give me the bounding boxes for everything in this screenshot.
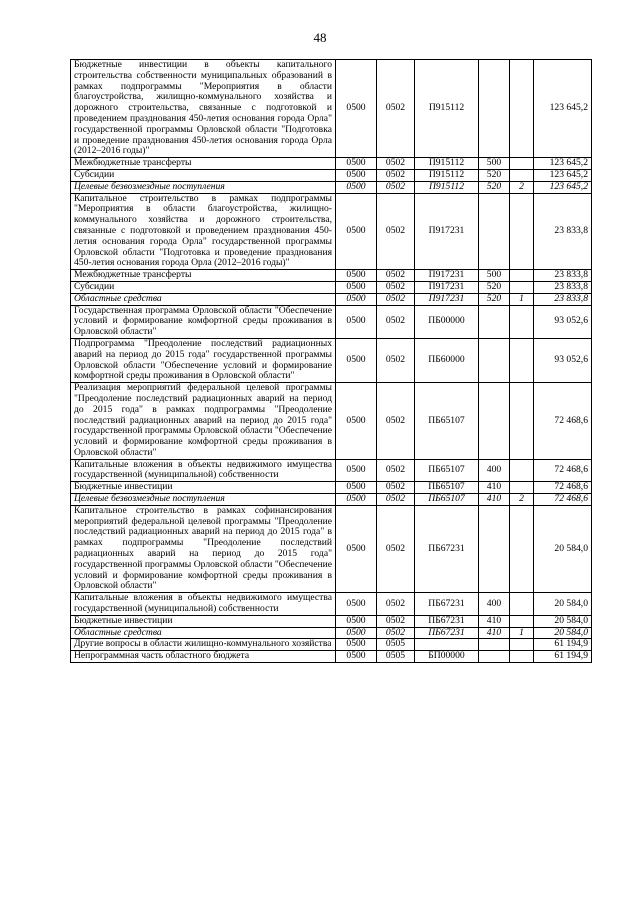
expense-type-code-cell: 410 — [479, 615, 510, 627]
item-name-cell: Бюджетные инвестиции — [71, 615, 336, 627]
item-name-cell: Областные средства — [71, 293, 336, 305]
item-name-cell: Целевые безвозмездные поступления — [71, 494, 336, 506]
section-code-cell: 0500 — [336, 505, 377, 592]
amount-cell: 123 645,2 — [534, 169, 592, 181]
target-article-code-cell: П915112 — [415, 158, 479, 170]
expense-type-code-cell — [479, 338, 510, 382]
funding-source-code-cell — [510, 482, 534, 494]
expense-type-code-cell — [479, 383, 510, 460]
funding-source-code-cell: 1 — [510, 627, 534, 639]
table-row — [71, 293, 592, 305]
amount-cell: 123 645,2 — [534, 158, 592, 170]
target-article-code-cell: П915112 — [415, 169, 479, 181]
section-code-cell: 0500 — [336, 383, 377, 460]
subsection-code-cell: 0505 — [377, 651, 415, 663]
target-article-code-cell: ПБ65107 — [415, 482, 479, 494]
subsection-code-cell: 0502 — [377, 593, 415, 616]
target-article-code-cell: ПБ60000 — [415, 338, 479, 382]
funding-source-code-cell — [510, 338, 534, 382]
amount-cell: 72 468,6 — [534, 383, 592, 460]
expense-type-code-cell — [479, 651, 510, 663]
section-code-cell: 0500 — [336, 615, 377, 627]
item-name-cell: Межбюджетные трансферты — [71, 270, 336, 282]
subsection-code-cell: 0502 — [377, 459, 415, 482]
target-article-code-cell: ПБ67231 — [415, 505, 479, 592]
expense-type-code-cell: 520 — [479, 181, 510, 193]
budget-table — [70, 59, 592, 663]
item-name-cell: Непрограммная часть областного бюджета — [71, 651, 336, 663]
target-article-code-cell: П917231 — [415, 281, 479, 293]
budget-table-body — [71, 60, 592, 663]
section-code-cell: 0500 — [336, 169, 377, 181]
funding-source-code-cell — [510, 193, 534, 270]
section-code-cell: 0500 — [336, 305, 377, 338]
table-row — [71, 158, 592, 170]
item-name-cell: Межбюджетные трансферты — [71, 158, 336, 170]
amount-cell: 23 833,8 — [534, 293, 592, 305]
section-code-cell: 0500 — [336, 459, 377, 482]
item-name-cell: Капитальное строительство в рамках софинансирования мероприятий федеральной целевой программы "Преодоление последствий радиационных аварий на период до 2015 года" в рамках подпрограммы "Преодоление последствий радиационных аварий на период до 2015 года" государственной программы Орловской области "Обеспечение условий и формирование комфортной среды проживания в Орловской области" — [71, 505, 336, 592]
target-article-code-cell: П917231 — [415, 193, 479, 270]
amount-cell: 72 468,6 — [534, 482, 592, 494]
funding-source-code-cell — [510, 639, 534, 651]
target-article-code-cell: ПБ00000 — [415, 305, 479, 338]
target-article-code-cell: ПБ67231 — [415, 593, 479, 616]
item-name-cell: Областные средства — [71, 627, 336, 639]
item-name-cell: Другие вопросы в области жилищно-коммунального хозяйства — [71, 639, 336, 651]
target-article-code-cell — [415, 639, 479, 651]
amount-cell: 123 645,2 — [534, 181, 592, 193]
expense-type-code-cell: 400 — [479, 459, 510, 482]
section-code-cell: 0500 — [336, 158, 377, 170]
amount-cell: 20 584,0 — [534, 615, 592, 627]
section-code-cell: 0500 — [336, 639, 377, 651]
amount-cell: 23 833,8 — [534, 270, 592, 282]
table-row — [71, 338, 592, 382]
section-code-cell: 0500 — [336, 281, 377, 293]
target-article-code-cell: ПБ65107 — [415, 494, 479, 506]
amount-cell: 72 468,6 — [534, 494, 592, 506]
table-row — [71, 281, 592, 293]
expense-type-code-cell: 410 — [479, 627, 510, 639]
section-code-cell: 0500 — [336, 651, 377, 663]
amount-cell: 23 833,8 — [534, 193, 592, 270]
target-article-code-cell: П917231 — [415, 293, 479, 305]
item-name-cell: Капитальное строительство в рамках подпрограммы "Мероприятия в области благоустройства, жилищно-коммунального хозяйства и дорожного строительства, связанные с подготовкой и проведением празднования 450-летия основания города Орла" государственной программы Орловской области "Подготовка и проведение празднования 450-летия основания города Орла (2012–2016 годы)" — [71, 193, 336, 270]
table-row — [71, 639, 592, 651]
target-article-code-cell: ПБ65107 — [415, 459, 479, 482]
funding-source-code-cell — [510, 383, 534, 460]
funding-source-code-cell — [510, 615, 534, 627]
target-article-code-cell: П917231 — [415, 270, 479, 282]
target-article-code-cell: П915112 — [415, 181, 479, 193]
subsection-code-cell: 0502 — [377, 158, 415, 170]
expense-type-code-cell: 410 — [479, 482, 510, 494]
item-name-cell: Капитальные вложения в объекты недвижимого имущества государственной (муниципальной) собственности — [71, 459, 336, 482]
section-code-cell: 0500 — [336, 494, 377, 506]
subsection-code-cell: 0502 — [377, 181, 415, 193]
subsection-code-cell: 0502 — [377, 193, 415, 270]
expense-type-code-cell — [479, 305, 510, 338]
funding-source-code-cell — [510, 459, 534, 482]
expense-type-code-cell: 410 — [479, 494, 510, 506]
subsection-code-cell: 0502 — [377, 615, 415, 627]
target-article-code-cell: ПБ67231 — [415, 615, 479, 627]
section-code-cell: 0500 — [336, 181, 377, 193]
funding-source-code-cell — [510, 158, 534, 170]
table-row — [71, 627, 592, 639]
subsection-code-cell: 0502 — [377, 482, 415, 494]
section-code-cell: 0500 — [336, 60, 377, 158]
table-row — [71, 505, 592, 592]
expense-type-code-cell — [479, 193, 510, 270]
amount-cell: 72 468,6 — [534, 459, 592, 482]
table-row — [71, 383, 592, 460]
funding-source-code-cell — [510, 60, 534, 158]
subsection-code-cell: 0505 — [377, 639, 415, 651]
funding-source-code-cell — [510, 593, 534, 616]
funding-source-code-cell — [510, 169, 534, 181]
table-row — [71, 169, 592, 181]
amount-cell: 20 584,0 — [534, 627, 592, 639]
amount-cell: 93 052,6 — [534, 338, 592, 382]
amount-cell: 93 052,6 — [534, 305, 592, 338]
expense-type-code-cell: 520 — [479, 169, 510, 181]
expense-type-code-cell: 500 — [479, 270, 510, 282]
target-article-code-cell: ПБ67231 — [415, 627, 479, 639]
section-code-cell: 0500 — [336, 338, 377, 382]
expense-type-code-cell: 520 — [479, 281, 510, 293]
subsection-code-cell: 0502 — [377, 383, 415, 460]
subsection-code-cell: 0502 — [377, 305, 415, 338]
table-row — [71, 615, 592, 627]
item-name-cell: Реализация мероприятий федеральной целевой программы "Преодоление последствий радиационных аварий на период до 2015 года" в рамках подпрограммы "Преодоление последствий радиационных аварий на период до 2015 года" государственной программы Орловской области "Обеспечение условий и формирование комфортной среды проживания в Орловской области" — [71, 383, 336, 460]
section-code-cell: 0500 — [336, 270, 377, 282]
amount-cell: 61 194,9 — [534, 651, 592, 663]
expense-type-code-cell: 520 — [479, 293, 510, 305]
expense-type-code-cell: 500 — [479, 158, 510, 170]
funding-source-code-cell — [510, 305, 534, 338]
table-row — [71, 193, 592, 270]
section-code-cell: 0500 — [336, 293, 377, 305]
table-row — [71, 305, 592, 338]
item-name-cell: Бюджетные инвестиции — [71, 482, 336, 494]
amount-cell: 23 833,8 — [534, 281, 592, 293]
funding-source-code-cell — [510, 651, 534, 663]
subsection-code-cell: 0502 — [377, 169, 415, 181]
target-article-code-cell: БП00000 — [415, 651, 479, 663]
subsection-code-cell: 0502 — [377, 494, 415, 506]
subsection-code-cell: 0502 — [377, 270, 415, 282]
item-name-cell: Государственная программа Орловской области "Обеспечение условий и формирование комфортной среды проживания в Орловской области" — [71, 305, 336, 338]
expense-type-code-cell — [479, 505, 510, 592]
table-row — [71, 593, 592, 616]
subsection-code-cell: 0502 — [377, 338, 415, 382]
subsection-code-cell: 0502 — [377, 293, 415, 305]
funding-source-code-cell — [510, 281, 534, 293]
item-name-cell: Субсидии — [71, 169, 336, 181]
table-row — [71, 181, 592, 193]
table-row — [71, 482, 592, 494]
subsection-code-cell: 0502 — [377, 281, 415, 293]
expense-type-code-cell: 400 — [479, 593, 510, 616]
funding-source-code-cell — [510, 270, 534, 282]
funding-source-code-cell: 2 — [510, 494, 534, 506]
amount-cell: 20 584,0 — [534, 505, 592, 592]
table-row — [71, 459, 592, 482]
item-name-cell: Целевые безвозмездные поступления — [71, 181, 336, 193]
target-article-code-cell: П915112 — [415, 60, 479, 158]
item-name-cell: Капитальные вложения в объекты недвижимого имущества государственной (муниципальной) собственности — [71, 593, 336, 616]
subsection-code-cell: 0502 — [377, 60, 415, 158]
subsection-code-cell: 0502 — [377, 627, 415, 639]
funding-source-code-cell: 1 — [510, 293, 534, 305]
item-name-cell: Подпрограмма "Преодоление последствий радиационных аварий на период до 2015 года" государственной программы Орловской области "Обеспечение условий и формирование комфортной среды проживания в Орловской области" — [71, 338, 336, 382]
item-name-cell: Субсидии — [71, 281, 336, 293]
table-row — [71, 60, 592, 158]
section-code-cell: 0500 — [336, 193, 377, 270]
section-code-cell: 0500 — [336, 627, 377, 639]
expense-type-code-cell — [479, 639, 510, 651]
amount-cell: 61 194,9 — [534, 639, 592, 651]
item-name-cell: Бюджетные инвестиции в объекты капитального строительства собственности муниципальных образований в рамках подпрограммы "Мероприятия в области благоустройства, жилищно-коммунального хозяйства и дорожного строительства, связанные с подготовкой и проведением празднования 450-летия основания города Орла" государственной программы Орловской области "Подготовка и проведение празднования 450-летия основания города Орла (2012–2016 годы)" — [71, 60, 336, 158]
section-code-cell: 0500 — [336, 482, 377, 494]
subsection-code-cell: 0502 — [377, 505, 415, 592]
funding-source-code-cell — [510, 505, 534, 592]
table-row — [71, 651, 592, 663]
amount-cell: 20 584,0 — [534, 593, 592, 616]
section-code-cell: 0500 — [336, 593, 377, 616]
funding-source-code-cell: 2 — [510, 181, 534, 193]
page-number: 48 — [313, 30, 327, 45]
expense-type-code-cell — [479, 60, 510, 158]
amount-cell: 123 645,2 — [534, 60, 592, 158]
table-row — [71, 270, 592, 282]
table-row — [71, 494, 592, 506]
target-article-code-cell: ПБ65107 — [415, 383, 479, 460]
